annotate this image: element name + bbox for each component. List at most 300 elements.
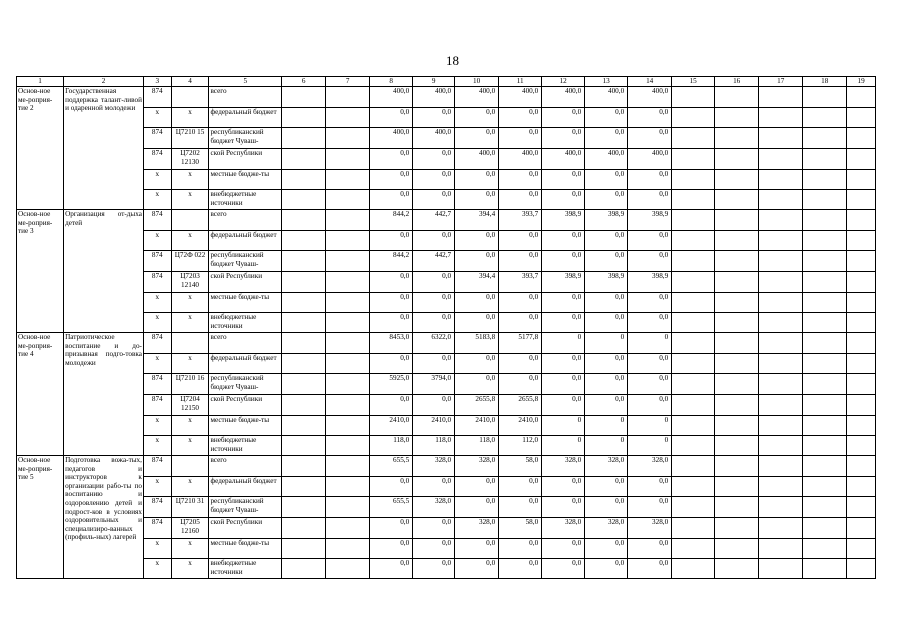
empty-cell (326, 333, 370, 354)
amount-cell: 0 (628, 416, 672, 436)
funding-source-cell: всего (209, 333, 282, 354)
empty-cell (715, 210, 759, 231)
empty-cell (759, 170, 803, 190)
amount-cell: 0,0 (370, 190, 413, 210)
table-row (17, 477, 876, 497)
empty-cell (803, 128, 847, 149)
amount-cell: 394,4 (455, 272, 499, 293)
amount-cell: 0,0 (628, 539, 672, 559)
amount-cell: 0,0 (628, 559, 672, 579)
budget-code-cell: Ц7210 31 (171, 497, 209, 518)
empty-cell (672, 436, 715, 456)
amount-cell: 0,0 (370, 395, 413, 416)
empty-cell (282, 374, 326, 395)
column-number: 17 (759, 77, 803, 87)
amount-cell: 0,0 (370, 149, 413, 170)
funding-source-cell: местные бюдже-ты (209, 539, 282, 559)
empty-cell (803, 313, 847, 333)
funding-source-cell: федеральный бюджет (209, 108, 282, 128)
empty-cell (847, 477, 876, 497)
budget-code-cell (171, 333, 209, 354)
header-row (17, 77, 876, 87)
empty-cell (715, 149, 759, 170)
amount-cell: 0,0 (413, 190, 455, 210)
table-row (17, 87, 876, 108)
table-row (17, 333, 876, 354)
amount-cell: 118,0 (370, 436, 413, 456)
empty-cell (803, 518, 847, 539)
amount-cell: 0,0 (370, 231, 413, 251)
event-description-cell (64, 333, 144, 456)
amount-cell: 5183,8 (455, 333, 499, 354)
empty-cell (759, 231, 803, 251)
empty-cell (803, 149, 847, 170)
empty-cell (672, 313, 715, 333)
budget-code-cell: x (171, 293, 209, 313)
empty-cell (326, 539, 370, 559)
empty-cell (282, 170, 326, 190)
event-description-text: Подготовка вожа-тых, педагогов и инструкторов к организации рабо-ты по воспитанию и оздоровлению детей и подрост-ков в условиях оздоровительных и специализиро-ванных (профиль-ных) лагерей (65, 456, 142, 542)
budget-code-cell: x (171, 108, 209, 128)
empty-cell (803, 436, 847, 456)
funding-source-cell: местные бюдже-ты (209, 170, 282, 190)
amount-cell: 0,0 (542, 108, 585, 128)
amount-cell: 0,0 (455, 497, 499, 518)
amount-cell: 0,0 (455, 251, 499, 272)
empty-cell (326, 231, 370, 251)
amount-cell: 398,9 (585, 210, 628, 231)
budget-code-cell: x (171, 313, 209, 333)
empty-cell (672, 354, 715, 374)
column-number: 10 (455, 77, 499, 87)
budget-code-cell: Ц7210 15 (171, 128, 209, 149)
empty-cell (847, 210, 876, 231)
empty-cell (715, 87, 759, 108)
funding-source-cell: внебюджетные источники (209, 190, 282, 210)
amount-cell: 0,0 (585, 539, 628, 559)
funding-source-cell: внебюджетные источники (209, 436, 282, 456)
empty-cell (803, 374, 847, 395)
amount-cell: 0,0 (413, 293, 455, 313)
empty-cell (759, 190, 803, 210)
empty-cell (715, 539, 759, 559)
amount-cell: 118,0 (413, 436, 455, 456)
amount-cell: 0,0 (628, 497, 672, 518)
funding-source-cell: внебюджетные источники (209, 559, 282, 579)
empty-cell (715, 436, 759, 456)
amount-cell: 400,0 (628, 149, 672, 170)
amount-cell: 0,0 (370, 354, 413, 374)
empty-cell (715, 272, 759, 293)
empty-cell (847, 251, 876, 272)
budget-code-cell (171, 87, 209, 108)
empty-cell (282, 539, 326, 559)
empty-cell (715, 313, 759, 333)
funding-source-cell: ской Республики (209, 149, 282, 170)
empty-cell (847, 497, 876, 518)
admin-code-cell: x (143, 313, 171, 333)
amount-cell: 0,0 (499, 108, 542, 128)
amount-cell: 0,0 (628, 170, 672, 190)
column-number: 19 (847, 77, 876, 87)
amount-cell: 0,0 (542, 477, 585, 497)
empty-cell (847, 416, 876, 436)
amount-cell: 0,0 (370, 477, 413, 497)
table-row (17, 170, 876, 190)
amount-cell: 0,0 (370, 518, 413, 539)
amount-cell: 0,0 (585, 170, 628, 190)
table-row (17, 374, 876, 395)
empty-cell (847, 190, 876, 210)
amount-cell: 0,0 (413, 108, 455, 128)
admin-code-cell: 874 (143, 87, 171, 108)
amount-cell: 0,0 (628, 395, 672, 416)
amount-cell: 0,0 (628, 354, 672, 374)
empty-cell (715, 231, 759, 251)
empty-cell (759, 539, 803, 559)
amount-cell: 655,5 (370, 456, 413, 477)
budget-code-cell (171, 456, 209, 477)
empty-cell (847, 354, 876, 374)
admin-code-cell: 874 (143, 456, 171, 477)
empty-cell (672, 456, 715, 477)
empty-cell (715, 518, 759, 539)
admin-code-cell: 874 (143, 210, 171, 231)
budget-code-cell: x (171, 477, 209, 497)
empty-cell (282, 436, 326, 456)
budget-code-cell: Ц7204 12150 (171, 395, 209, 416)
column-number: 13 (585, 77, 628, 87)
amount-cell: 0,0 (585, 497, 628, 518)
amount-cell: 0,0 (499, 354, 542, 374)
empty-cell (803, 416, 847, 436)
empty-cell (672, 170, 715, 190)
amount-cell: 0,0 (585, 374, 628, 395)
amount-cell: 0,0 (370, 539, 413, 559)
table-row (17, 108, 876, 128)
empty-cell (715, 251, 759, 272)
empty-cell (326, 456, 370, 477)
admin-code-cell: 874 (143, 395, 171, 416)
empty-cell (672, 539, 715, 559)
empty-cell (759, 251, 803, 272)
empty-cell (672, 128, 715, 149)
column-number: 16 (715, 77, 759, 87)
amount-cell: 112,0 (499, 436, 542, 456)
empty-cell (282, 87, 326, 108)
amount-cell: 0,0 (542, 231, 585, 251)
amount-cell: 3794,0 (413, 374, 455, 395)
empty-cell (759, 108, 803, 128)
amount-cell: 0,0 (499, 231, 542, 251)
amount-cell: 5177,8 (499, 333, 542, 354)
amount-cell: 0,0 (542, 293, 585, 313)
empty-cell (759, 477, 803, 497)
empty-cell (759, 416, 803, 436)
empty-cell (715, 456, 759, 477)
event-description-cell (64, 87, 144, 210)
empty-cell (803, 108, 847, 128)
amount-cell: 0,0 (585, 128, 628, 149)
empty-cell (672, 333, 715, 354)
funding-source-cell: республиканский бюджет Чуваш- (209, 128, 282, 149)
column-number: 3 (143, 77, 171, 87)
amount-cell: 0,0 (499, 477, 542, 497)
admin-code-cell: x (143, 190, 171, 210)
amount-cell: 0 (628, 436, 672, 456)
empty-cell (715, 190, 759, 210)
amount-cell: 0,0 (585, 108, 628, 128)
empty-cell (803, 539, 847, 559)
amount-cell: 0,0 (628, 293, 672, 313)
amount-cell: 442,7 (413, 210, 455, 231)
empty-cell (326, 416, 370, 436)
empty-cell (326, 251, 370, 272)
amount-cell: 0,0 (455, 293, 499, 313)
amount-cell: 328,0 (585, 456, 628, 477)
admin-code-cell: x (143, 539, 171, 559)
empty-cell (282, 149, 326, 170)
amount-cell: 0,0 (542, 251, 585, 272)
empty-cell (326, 170, 370, 190)
amount-cell: 400,0 (542, 149, 585, 170)
empty-cell (847, 293, 876, 313)
amount-cell: 2655,8 (455, 395, 499, 416)
empty-cell (803, 251, 847, 272)
funding-source-cell: местные бюдже-ты (209, 293, 282, 313)
empty-cell (672, 293, 715, 313)
amount-cell: 0 (628, 333, 672, 354)
empty-cell (847, 272, 876, 293)
event-description-cell (64, 210, 144, 333)
amount-cell: 400,0 (499, 87, 542, 108)
column-number: 14 (628, 77, 672, 87)
amount-cell: 2410,0 (413, 416, 455, 436)
empty-cell (847, 108, 876, 128)
amount-cell: 0,0 (628, 190, 672, 210)
amount-cell: 844,2 (370, 210, 413, 231)
amount-cell: 0,0 (628, 231, 672, 251)
amount-cell: 0 (585, 333, 628, 354)
amount-cell: 0,0 (499, 251, 542, 272)
table-row (17, 313, 876, 333)
empty-cell (672, 87, 715, 108)
amount-cell: 0,0 (455, 190, 499, 210)
empty-cell (326, 108, 370, 128)
amount-cell: 0,0 (585, 559, 628, 579)
event-description-cell (64, 456, 144, 579)
empty-cell (326, 436, 370, 456)
empty-cell (759, 293, 803, 313)
amount-cell: 0,0 (585, 395, 628, 416)
amount-cell: 0,0 (413, 539, 455, 559)
amount-cell: 0,0 (455, 477, 499, 497)
amount-cell: 328,0 (628, 518, 672, 539)
amount-cell: 328,0 (455, 456, 499, 477)
table-row (17, 251, 876, 272)
amount-cell: 0,0 (542, 170, 585, 190)
budget-code-cell: Ц72Ф 022 (171, 251, 209, 272)
empty-cell (715, 293, 759, 313)
amount-cell: 0,0 (413, 518, 455, 539)
empty-cell (282, 395, 326, 416)
amount-cell: 0,0 (413, 170, 455, 190)
admin-code-cell: 874 (143, 251, 171, 272)
budget-code-cell: x (171, 231, 209, 251)
amount-cell: 0,0 (499, 313, 542, 333)
empty-cell (759, 395, 803, 416)
funding-source-cell: федеральный бюджет (209, 231, 282, 251)
amount-cell: 0,0 (542, 128, 585, 149)
empty-cell (672, 416, 715, 436)
amount-cell: 0,0 (542, 395, 585, 416)
empty-cell (326, 128, 370, 149)
column-number: 9 (413, 77, 455, 87)
amount-cell: 0,0 (499, 559, 542, 579)
empty-cell (672, 559, 715, 579)
funding-source-cell: всего (209, 87, 282, 108)
empty-cell (326, 354, 370, 374)
amount-cell: 0 (542, 333, 585, 354)
empty-cell (847, 313, 876, 333)
amount-cell: 0,0 (370, 170, 413, 190)
amount-cell: 0,0 (499, 539, 542, 559)
budget-code-cell (171, 210, 209, 231)
event-name-cell: Основ-ное ме-роприя-тие 4 (17, 333, 64, 456)
empty-cell (847, 374, 876, 395)
empty-cell (803, 333, 847, 354)
amount-cell: 0,0 (413, 231, 455, 251)
funding-source-cell: ской Республики (209, 272, 282, 293)
empty-cell (715, 374, 759, 395)
amount-cell: 0,0 (628, 128, 672, 149)
amount-cell: 328,0 (413, 456, 455, 477)
empty-cell (847, 128, 876, 149)
amount-cell: 0,0 (455, 108, 499, 128)
amount-cell: 0,0 (585, 354, 628, 374)
amount-cell: 2410,0 (455, 416, 499, 436)
empty-cell (715, 559, 759, 579)
empty-cell (326, 149, 370, 170)
empty-cell (847, 456, 876, 477)
empty-cell (803, 210, 847, 231)
amount-cell: 0,0 (413, 477, 455, 497)
empty-cell (282, 518, 326, 539)
amount-cell: 0 (585, 436, 628, 456)
column-number: 7 (326, 77, 370, 87)
amount-cell: 398,9 (542, 210, 585, 231)
amount-cell: 0,0 (455, 559, 499, 579)
table-row (17, 436, 876, 456)
amount-cell: 400,0 (628, 87, 672, 108)
empty-cell (803, 456, 847, 477)
admin-code-cell: x (143, 436, 171, 456)
empty-cell (282, 477, 326, 497)
budget-code-cell: x (171, 559, 209, 579)
empty-cell (326, 395, 370, 416)
empty-cell (759, 210, 803, 231)
amount-cell: 0,0 (455, 374, 499, 395)
admin-code-cell: 874 (143, 374, 171, 395)
table-row (17, 559, 876, 579)
amount-cell: 398,9 (542, 272, 585, 293)
empty-cell (326, 477, 370, 497)
admin-code-cell: x (143, 354, 171, 374)
amount-cell: 400,0 (455, 87, 499, 108)
empty-cell (282, 354, 326, 374)
table-row (17, 456, 876, 477)
column-number: 15 (672, 77, 715, 87)
empty-cell (715, 416, 759, 436)
empty-cell (803, 231, 847, 251)
amount-cell: 0,0 (370, 313, 413, 333)
funding-source-cell: республиканский бюджет Чуваш- (209, 374, 282, 395)
empty-cell (326, 190, 370, 210)
amount-cell: 0,0 (455, 354, 499, 374)
amount-cell: 0,0 (413, 354, 455, 374)
empty-cell (672, 108, 715, 128)
amount-cell: 8453,0 (370, 333, 413, 354)
amount-cell: 328,0 (628, 456, 672, 477)
table-row (17, 293, 876, 313)
empty-cell (759, 436, 803, 456)
empty-cell (847, 87, 876, 108)
amount-cell: 0,0 (370, 559, 413, 579)
table-row (17, 128, 876, 149)
admin-code-cell: 874 (143, 333, 171, 354)
budget-code-cell: Ц7203 12140 (171, 272, 209, 293)
amount-cell: 0,0 (370, 108, 413, 128)
amount-cell: 0,0 (628, 313, 672, 333)
amount-cell: 0,0 (542, 190, 585, 210)
funding-source-cell: республиканский бюджет Чуваш- (209, 497, 282, 518)
funding-source-cell: местные бюдже-ты (209, 416, 282, 436)
amount-cell: 400,0 (455, 149, 499, 170)
budget-code-cell: x (171, 354, 209, 374)
empty-cell (672, 374, 715, 395)
amount-cell: 328,0 (542, 456, 585, 477)
table-row (17, 395, 876, 416)
event-description-text: Государственная поддержка талант-ливой и одаренной молодежи (65, 87, 142, 113)
amount-cell: 0,0 (585, 477, 628, 497)
empty-cell (715, 170, 759, 190)
empty-cell (803, 395, 847, 416)
empty-cell (759, 313, 803, 333)
admin-code-cell: x (143, 293, 171, 313)
budget-code-cell: x (171, 190, 209, 210)
empty-cell (803, 354, 847, 374)
empty-cell (759, 128, 803, 149)
empty-cell (803, 170, 847, 190)
funding-source-cell: республиканский бюджет Чуваш- (209, 251, 282, 272)
empty-cell (282, 293, 326, 313)
empty-cell (803, 559, 847, 579)
amount-cell: 0,0 (413, 395, 455, 416)
empty-cell (282, 272, 326, 293)
empty-cell (672, 272, 715, 293)
column-number: 4 (171, 77, 209, 87)
empty-cell (715, 128, 759, 149)
amount-cell: 2655,8 (499, 395, 542, 416)
amount-cell: 400,0 (499, 149, 542, 170)
amount-cell: 5925,0 (370, 374, 413, 395)
admin-code-cell: x (143, 559, 171, 579)
amount-cell: 0,0 (455, 128, 499, 149)
table-row (17, 539, 876, 559)
empty-cell (847, 559, 876, 579)
amount-cell: 0,0 (413, 313, 455, 333)
column-number: 18 (803, 77, 847, 87)
